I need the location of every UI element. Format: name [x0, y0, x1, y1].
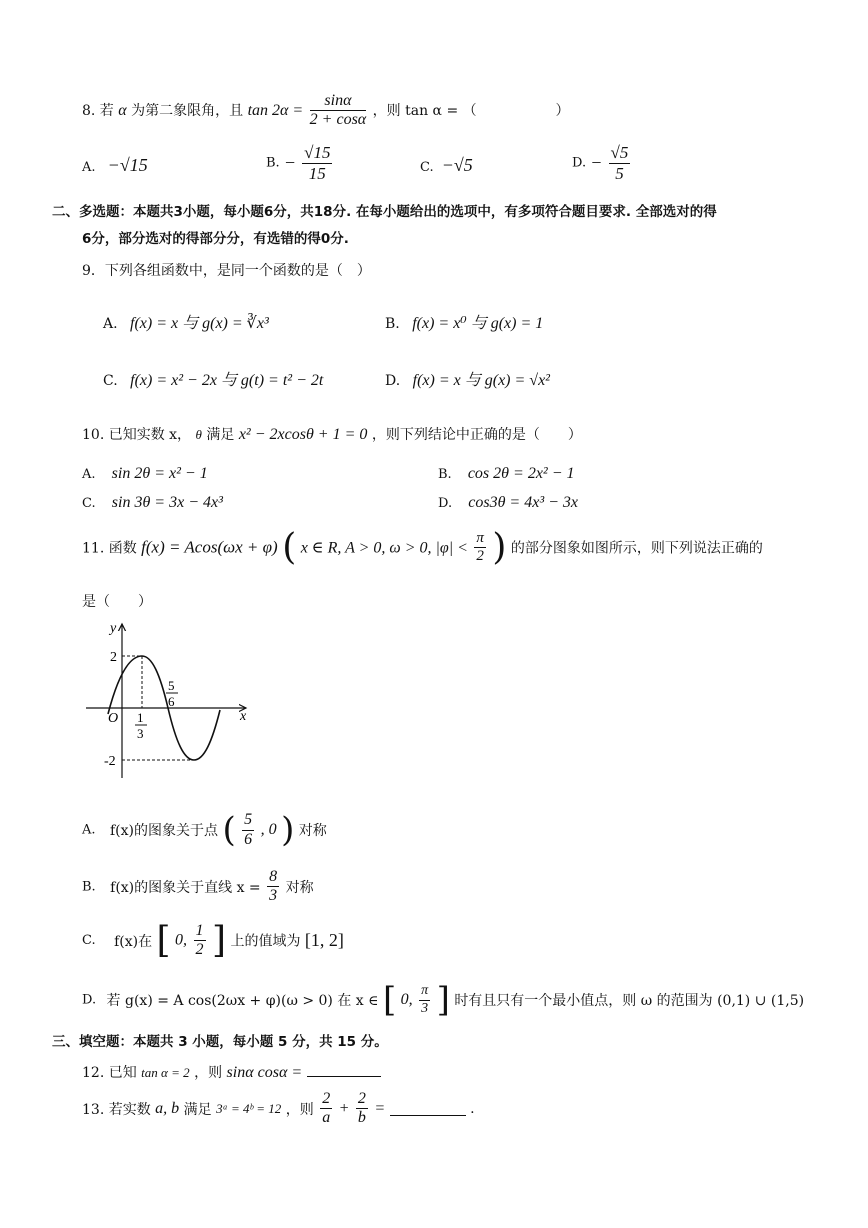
- option-fraction: [302, 143, 332, 183]
- q8-option-b[interactable]: [266, 143, 334, 183]
- q8-close: ）: [555, 102, 570, 119]
- q11-option-b[interactable]: [82, 868, 314, 906]
- q11-condition: x ∈ R, A > 0, ω > 0, |φ| <: [300, 539, 468, 557]
- q11-pi-half: [474, 530, 486, 566]
- frac-den: 2: [195, 941, 204, 958]
- q13-answer-blank[interactable]: [390, 1101, 466, 1116]
- frac-num: 5: [242, 811, 254, 830]
- option-key: A.: [82, 467, 96, 482]
- q9-option-d[interactable]: [385, 367, 550, 390]
- y-max-label: 2: [110, 650, 117, 665]
- q10-equation: x² − 2xcosθ + 1 = 0: [238, 426, 368, 443]
- frac-den: 3: [269, 887, 278, 905]
- q11-cosine-graph: [80, 618, 260, 788]
- q13-fraction-1: [320, 1090, 332, 1128]
- frac-num: π: [419, 983, 430, 1000]
- q8-alpha: α: [118, 101, 127, 119]
- interval-start: 0,: [400, 991, 413, 1008]
- left-paren: (: [222, 810, 236, 850]
- q11-suffix: 的部分图象如图所示，则下列说法正确的: [510, 540, 763, 557]
- option-text: f(x)的图象关于点: [109, 823, 218, 839]
- option-expr: f(x) = x 与 g(x) = √x²: [412, 372, 550, 389]
- option-key: C.: [82, 933, 96, 948]
- q11-prefix: 11. 函数: [82, 540, 137, 557]
- option-key: B.: [82, 879, 96, 895]
- option-expr: f(x) = x 与 g(x) = ∛x³: [130, 315, 269, 332]
- frac-num: π: [474, 530, 486, 548]
- q11-function: f(x) = Acos(ωx + φ): [141, 537, 278, 557]
- option-sign: −: [590, 152, 603, 173]
- option-expr: sin 2θ = x² − 1: [111, 465, 208, 482]
- left-bracket: [: [156, 920, 171, 961]
- section3-header: 三、填空题：本题共 3 小题，每小题 5 分，共 15 分。: [52, 1034, 388, 1050]
- q11-option-d[interactable]: [82, 980, 804, 1020]
- option-tail: , 0: [260, 821, 277, 838]
- frac-den: a: [322, 1109, 331, 1127]
- option-expr: sin 3θ = 3x − 4x³: [111, 494, 223, 511]
- q11-stem-line2: 是（ ）: [82, 594, 152, 610]
- tick-one-third-num: 1: [137, 710, 144, 725]
- option-key: C.: [103, 373, 118, 389]
- section2-header-line1: 二、多选题：本题共3小题，每小题6分，共18分. 在每小题给出的选项中，有多项符合题目要求. 全部选对的得: [52, 204, 717, 220]
- option-sign: −: [283, 152, 296, 173]
- origin-label: O: [108, 711, 119, 726]
- q10-option-a[interactable]: [82, 465, 208, 483]
- interval-start: 0,: [175, 931, 188, 949]
- q13-condition: 3ᵃ = 4ᵇ = 12: [216, 1100, 282, 1116]
- q13-plus: +: [338, 1099, 350, 1117]
- q8-option-d[interactable]: [572, 143, 632, 183]
- frac-den: 15: [308, 163, 326, 183]
- option-range: [1, 2]: [304, 930, 344, 950]
- option-key: D.: [82, 992, 97, 1008]
- q10-stem-a: 10. 已知实数 x，: [82, 427, 192, 443]
- frac-num: √5: [610, 143, 629, 162]
- q8-lhs: tan 2α =: [247, 101, 304, 119]
- option-fraction: [419, 983, 430, 1016]
- q11-left-paren: (: [282, 527, 297, 568]
- frac-den: 3: [421, 1000, 429, 1016]
- q12-answer-blank[interactable]: [307, 1062, 381, 1077]
- q10-option-b[interactable]: [438, 465, 575, 483]
- option-key: A.: [82, 822, 96, 838]
- q8-frac-den: 2 + cosα: [309, 111, 367, 129]
- option-key: A.: [103, 316, 118, 332]
- option-expr: cos3θ = 4x³ − 3x: [468, 494, 579, 511]
- q10-option-c[interactable]: [82, 494, 223, 512]
- q10-stem: [82, 424, 582, 444]
- right-bracket: ]: [436, 980, 450, 1020]
- option-post: 时有且只有一个最小值点，则 ω 的范围为 (0,1) ∪ (1,5): [454, 993, 805, 1009]
- q9-stem: 9．下列各组函数中，是同一个函数的是（ ）: [82, 263, 371, 279]
- option-key: D.: [438, 496, 453, 511]
- tick-five-sixths-den: 6: [168, 694, 175, 709]
- q8-option-c[interactable]: [420, 155, 473, 176]
- option-expr: cos 2θ = 2x² − 1: [467, 465, 575, 482]
- q13-mid: 满足: [183, 1101, 212, 1118]
- q12-prefix: 12. 已知: [82, 1065, 137, 1081]
- right-bracket: ]: [211, 920, 226, 961]
- option-key: B.: [385, 316, 400, 332]
- option-fraction: [267, 868, 279, 906]
- option-expr: f(x) = x² − 2x 与 g(t) = t² − 2t: [130, 372, 324, 389]
- q9-option-c[interactable]: [103, 367, 323, 390]
- q8-fraction: [310, 92, 367, 130]
- option-fraction: [609, 143, 631, 183]
- option-text: f(x)的图象关于直线 x =: [110, 879, 261, 896]
- y-axis-label: y: [110, 621, 117, 636]
- q8-quadrant-text: 为第二象限角，且: [131, 102, 244, 119]
- option-key: C.: [420, 160, 434, 175]
- q13-then: ，则: [285, 1101, 314, 1118]
- q11-option-c[interactable]: [82, 920, 344, 961]
- frac-den: 6: [244, 830, 253, 848]
- option-post: 对称: [298, 823, 327, 839]
- q10-theta: θ: [195, 427, 202, 442]
- q13-end: .: [470, 1100, 475, 1117]
- frac-num: √15: [304, 143, 331, 162]
- option-mid: 上的值域为: [230, 933, 301, 950]
- q13-prefix: 13. 若实数: [82, 1101, 151, 1118]
- frac-num: 2: [320, 1090, 332, 1109]
- frac-den: b: [357, 1109, 366, 1127]
- q8-stem: [82, 92, 570, 130]
- option-expr: −√5: [441, 155, 473, 175]
- option-expr: −√15: [107, 155, 148, 175]
- frac-num: 2: [356, 1090, 368, 1109]
- q12-expression: sinα cosα =: [226, 1064, 303, 1081]
- tick-five-sixths-num: 5: [168, 678, 175, 693]
- option-key: D.: [385, 373, 401, 389]
- q13-equals: =: [374, 1099, 386, 1117]
- y-min-label: -2: [104, 754, 116, 769]
- q10-stem-c: ，则下列结论中正确的是（ ）: [371, 427, 582, 443]
- option-fraction: [194, 922, 206, 960]
- option-fraction: [242, 811, 254, 849]
- option-key: C.: [82, 496, 96, 511]
- q11-option-a[interactable]: [82, 810, 327, 850]
- q12-condition: tan α = 2: [141, 1065, 190, 1080]
- q8-frac-num: sinα: [310, 92, 367, 111]
- q10-option-d[interactable]: [438, 494, 578, 512]
- q11-stem: [82, 527, 763, 568]
- q12-stem: [82, 1062, 381, 1082]
- q13-fraction-2: [356, 1090, 368, 1128]
- frac-den: 5: [615, 163, 624, 183]
- frac-num: 1: [194, 922, 206, 941]
- q9-option-a[interactable]: [103, 310, 269, 333]
- option-key: B.: [266, 155, 280, 171]
- q8-then: ，则 tan α = （: [372, 102, 477, 119]
- q8-option-a[interactable]: [82, 155, 148, 176]
- q10-stem-b: 满足: [206, 427, 235, 443]
- tick-one-third-den: 3: [137, 726, 144, 741]
- section2-header-line2: 6分，部分选对的得部分分，有选错的得0分.: [82, 231, 349, 247]
- option-key: D.: [572, 155, 587, 171]
- frac-den: 2: [476, 548, 484, 564]
- left-bracket: [: [382, 980, 397, 1020]
- q13-vars: a, b: [155, 1099, 180, 1117]
- frac-num: 8: [267, 868, 279, 887]
- option-post: 对称: [285, 879, 314, 896]
- x-axis-label: x: [240, 709, 247, 724]
- q11-right-paren: ): [492, 527, 507, 568]
- option-key: A.: [82, 160, 96, 175]
- option-expr: f(x) = x⁰ 与 g(x) = 1: [412, 315, 544, 332]
- option-text: 若 g(x) = A cos(2ωx + φ)(ω > 0) 在 x ∈: [106, 993, 379, 1009]
- q13-stem: [82, 1090, 475, 1128]
- q8-prefix: 8. 若: [82, 102, 114, 119]
- q9-option-b[interactable]: [385, 310, 543, 333]
- option-text: f(x)在: [114, 933, 153, 950]
- q12-mid: ，则: [194, 1065, 223, 1081]
- right-paren: ): [281, 810, 295, 850]
- option-key: B.: [438, 467, 452, 482]
